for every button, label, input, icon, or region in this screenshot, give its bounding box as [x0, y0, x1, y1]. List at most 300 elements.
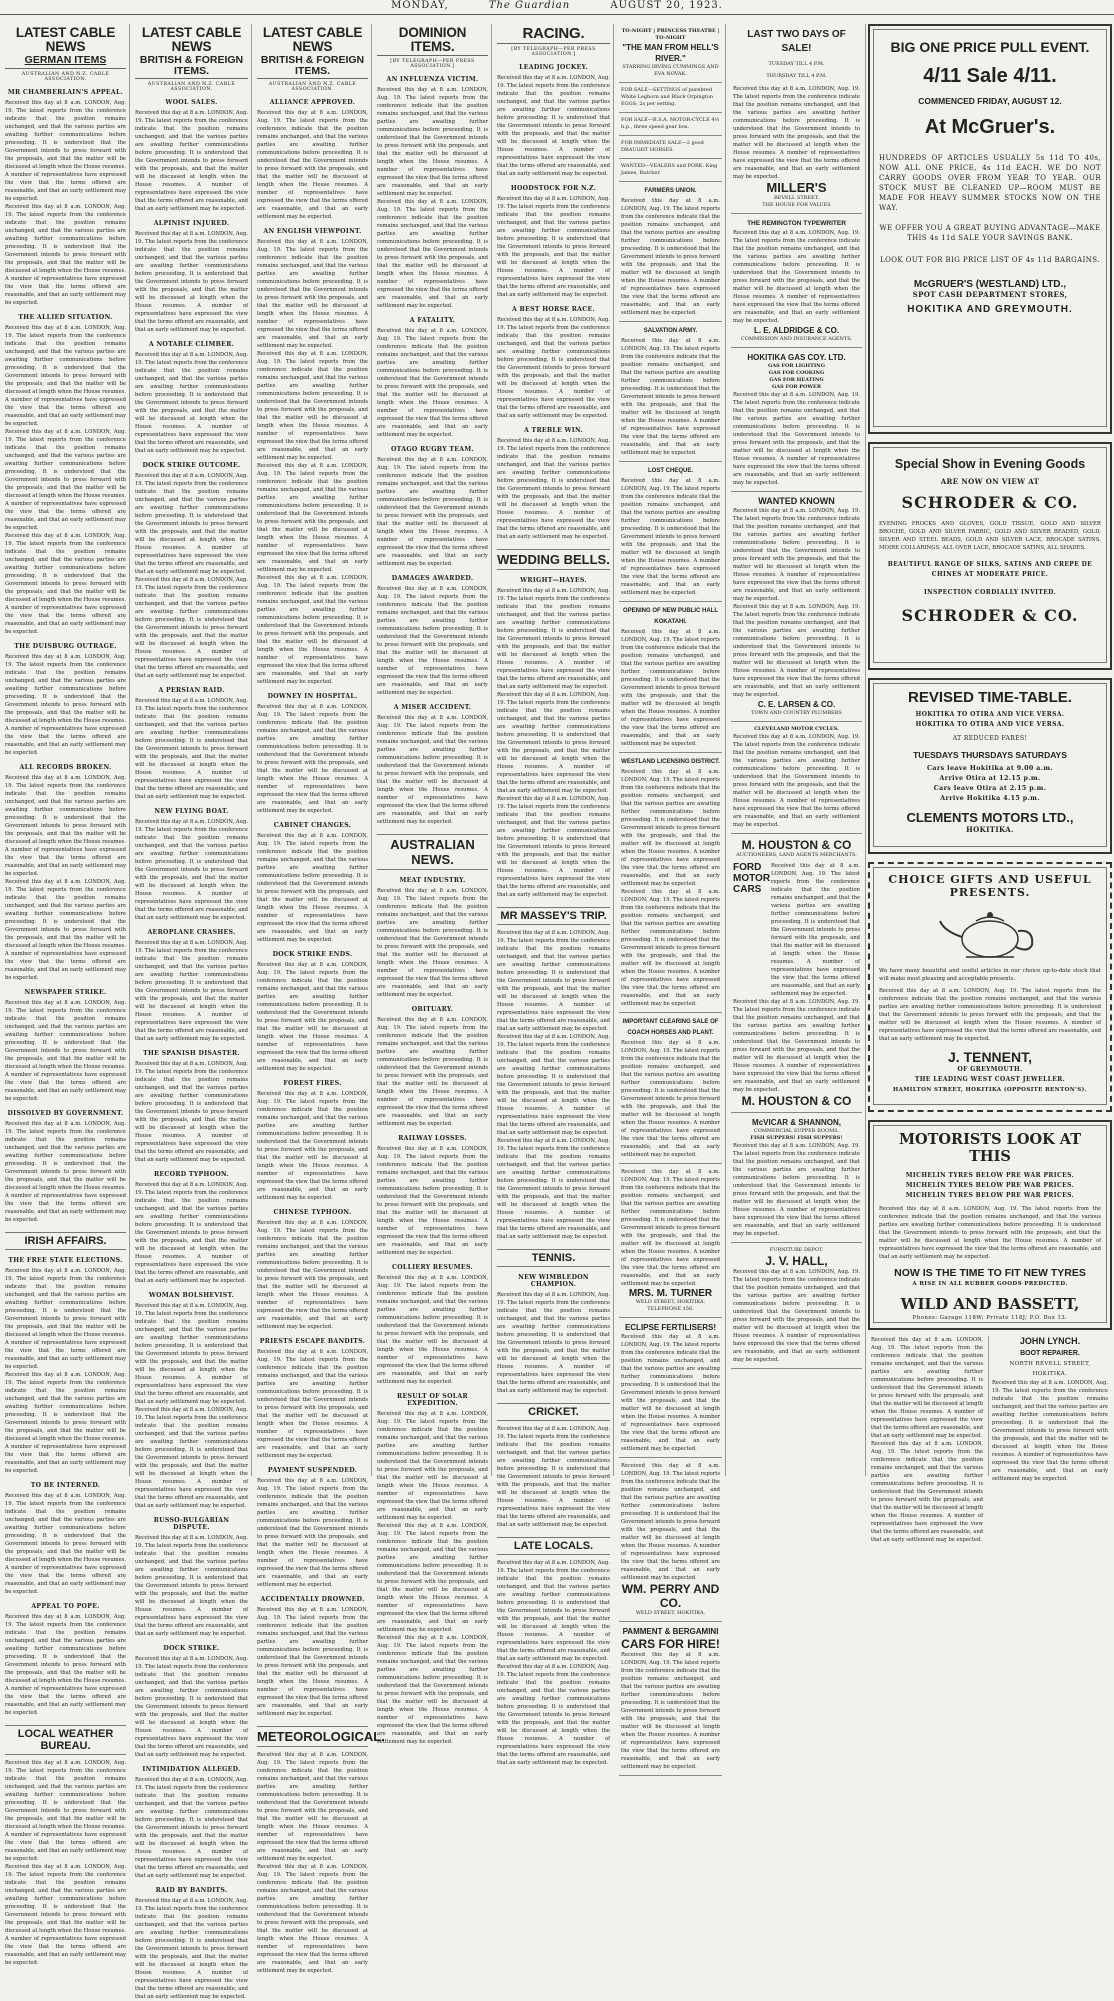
- advert-line: GAS FOR COOKING: [768, 370, 825, 376]
- advert-line: NORTH REVELL STREET,: [1009, 1361, 1091, 1367]
- column-subtitle: BRITISH & FOREIGN ITEMS.: [260, 54, 365, 77]
- article-heading: ALL RECORDS BROKEN.: [19, 763, 112, 771]
- advert-text: Received this day at 8 a.m. LONDON, Aug. 19. The latest reports from the conference indicate that the position remains unchanged, and that the various parties are awaiting further communications before proceeding. It is understood that the Government intends to press forward with the proposals, and that the matter will be discussed at length when the House resumes. A number of representatives have expressed the view that the terms offered are reasonable, and that an early settlement may be expected.: [733, 86, 860, 180]
- article-heading: COLLIERY RESUMES.: [392, 1264, 473, 1271]
- article-heading: DOCK STRIKE ENDS.: [272, 951, 353, 958]
- article-body: Received this day at 8 a.m. LONDON, Aug. 19. The latest reports from the conference indicate that the position remains unchanged, and that the various parties are awaiting further communications before proceeding. It is understood that the Government intends to press forward with the proposals, and that the matter will be discussed at length when the House resumes. A number of representatives have expressed the view that the terms offered are reasonable, and that an early settlement may be expected.: [5, 1613, 126, 1716]
- article-body: Received this day at 8 a.m. LONDON, Aug. 19. The latest reports from the conference indicate that the position remains unchanged, and that the various parties are awaiting further communications before proceeding. It is understood that the Government intends to press forward with the proposals, and that the matter will be discussed at length when the House resumes. A number of representatives have expressed the view that the terms offered are reasonable, and that an early settlement may be expected.: [135, 1777, 248, 1879]
- advert-title: ECLIPSE FERTILISERS!: [624, 1323, 717, 1332]
- article-body: Received this day at 8 a.m. LONDON, Aug. 19. The latest reports from the conference indicate that the position remains unchanged, and that the various parties are awaiting further communications before proceeding. It is understood that the Government intends to press forward with the proposals, and that the matter will be discussed at length when the House resumes. A number of representatives have expressed the view that the terms offered are reasonable, and that an early settlement may be expected.: [377, 1146, 488, 1256]
- notice-text: FOR IMMEDIATE SALE—2 good DRAUGHT HORSES.: [621, 140, 704, 153]
- advert-text: Received this day at 8 a.m. LONDON, Aug. 19. The latest reports from the conference indicate that the position remains unchanged, and that the various parties are awaiting further communications before proceeding. It is understood that the Government intends to press forward with the proposals, and that the matter will be discussed at length when the House resumes. A number of representatives have expressed the view that the terms offered are reasonable, and that an early settlement may be expected.: [733, 392, 860, 486]
- advert-text: BEAUTIFUL RANGE OF SILKS, SATINS AND CREPE DE CHINES AT MODERATE PRICE.: [887, 561, 1093, 578]
- advert-title: CARS FOR HIRE!: [621, 1637, 720, 1651]
- advert-slogan: THE HOUSE FOR VALUES: [762, 202, 831, 208]
- notice: [619, 83, 722, 113]
- advert-address: REVELL STREET.: [774, 195, 819, 201]
- advert-text: Received this day at 8 a.m. LONDON, Aug. 19. The latest reports from the conference indicate that the position remains unchanged, and that the various parties are awaiting further communications before proceeding. It is understood that the Government intends to press forward with the proposals, and that the matter will be discussed at length when the House resumes. A number of representatives have expressed the view that the terms offered are reasonable, and that an early settlement may be expected.: [733, 1143, 860, 1237]
- article-body: Received this day at 8 a.m. LONDON, Aug. 19. The latest reports from the conference indicate that the position remains unchanged, and that the various parties are awaiting further communications before proceeding. It is understood that the Government intends to press forward with the proposals, and that the matter will be discussed at length when the House resumes. A number of representatives have expressed the view that the terms offered are reasonable, and that an early settlement may be expected.: [257, 1478, 368, 1588]
- article-heading: WOOL SALES.: [165, 99, 218, 106]
- article-body: Received this day at 8 a.m. LONDON, Aug. 19. The latest reports from the conference indicate that the position remains unchanged, and that the various parties are awaiting further communications before proceeding. It is understood that the Government intends to press forward with the proposals, and that the matter will be discussed at length when the House resumes. A number of representatives have expressed the view that the terms offered are reasonable, and that an early settlement may be expected.: [497, 1292, 610, 1394]
- article-body: Received this day at 8 a.m. LONDON, Aug. 19. The latest reports from the conference indicate that the position remains unchanged, and that the various parties are awaiting further communications before proceeding. It is understood that the Government intends to press forward with the proposals, and that the matter will be discussed at length when the House resumes. A number of representatives have expressed the view that the terms offered are reasonable, and that an early settlement may be expected.: [257, 1349, 368, 1459]
- column-heading: [5, 24, 126, 69]
- article-heading: FOREST FIRES.: [283, 1080, 342, 1087]
- advert-name: J. TENNENT,: [947, 1049, 1032, 1065]
- article-body: Received this day at 8 a.m. LONDON, Aug. 19. The latest reports from the conference indicate that the position remains unchanged, and that the various parties are awaiting further communications before proceeding. It is understood that the Government intends to press forward with the proposals, and that the matter will be discussed at length when the House resumes. A number of representatives have expressed the view that the terms offered are reasonable, and that an early settlement may be expected.: [497, 1034, 610, 1136]
- article-body: Received this day at 8 a.m. LONDON, Aug. 19. The latest reports from the conference indicate that the position remains unchanged, and that the various parties are awaiting further communications before proceeding. It is understood that the Government intends to press forward with the proposals, and that the matter will be discussed at length when the House resumes. A number of representatives have expressed the view that the terms offered are reasonable, and that an early settlement may be expected.: [135, 1535, 248, 1637]
- advert-line: GAS FOR HEATING: [769, 377, 824, 383]
- article-heading: RESULT OF SOLAR EXPEDITION.: [397, 1393, 468, 1407]
- article-body: Received this day at 8 a.m. LONDON, Aug. 19. The latest reports from the conference indicate that the position remains unchanged, and that the various parties are awaiting further communications before proceeding. It is understood that the Government intends to press forward with the proposals, and that the matter will be discussed at length when the House resumes. A number of representatives have expressed the view that the terms offered are reasonable, and that an early settlement may be expected.: [135, 940, 248, 1042]
- farmers-union-notice: [619, 182, 722, 322]
- advert-name: M. HOUSTON & CO: [741, 838, 852, 852]
- column-classifieds: [616, 24, 726, 1770]
- notice-text: FOR SALE—B.S.A. MOTOR-CYCLE 4½ h.p., three speed gear box.: [621, 117, 720, 130]
- article-body: Received this day at 8 a.m. LONDON, Aug. 19. The latest reports from the conference indicate that the position remains unchanged, and that the various parties are awaiting further communications before proceeding. It is understood that the Government intends to press forward with the proposals, and that the matter will be discussed at length when the House resumes. A number of representatives have expressed the view that the terms offered are reasonable, and that an early settlement may be expected.: [135, 1061, 248, 1163]
- advert-text: Received this day at 8 a.m. LONDON, Aug. 19. The latest reports from the conference indicate that the position remains unchanged, and that the various parties are awaiting further communications before proceeding. It is understood that the Government intends to press forward with the proposals, and that the matter will be discussed at length when the House resumes. A number of representatives have expressed the view that the terms offered are reasonable, and that an early settlement may be expected.: [733, 230, 860, 324]
- notice-title: WESTLAND LICENSING DISTRICT.: [621, 759, 720, 765]
- article-body: Received this day at 8 a.m. LONDON, Aug. 19. The latest reports from the conference indicate that the position remains unchanged, and that the various parties are awaiting further communications before proceeding. It is understood that the Government intends to press forward with the proposals, and that the matter will be discussed at length when the House resumes. A number of representatives have expressed the view that the terms offered are reasonable, and that an early settlement may be expected.: [497, 1138, 610, 1240]
- article-body: Received this day at 8 a.m. LONDON, Aug. 19. The latest reports from the conference indicate that the position remains unchanged, and that the various parties are awaiting further communications before proceeding. It is understood that the Government intends to press forward with the proposals, and that the matter will be discussed at length when the House resumes. A number of representatives have expressed the view that the terms offered are reasonable, and that an early settlement may be expected.: [5, 1371, 126, 1474]
- section-heading: IRISH AFFAIRS.: [5, 1232, 126, 1250]
- column-title: LATEST CABLE NEWS: [15, 25, 116, 54]
- schroder-advert: [868, 442, 1112, 670]
- column-title: DOMINION ITEMS.: [398, 25, 467, 54]
- lost-cheque-notice: [619, 462, 722, 602]
- licensing-notice: [619, 753, 722, 1013]
- section-heading: METEOROLOGICAL.: [257, 1726, 368, 1747]
- article-heading: DOCK STRIKE OUTCOME.: [142, 462, 241, 469]
- article-body: Received this day at 8 a.m. LONDON, Aug. 19. The latest reports from the conference indicate that the position remains unchanged, and that the various parties are awaiting further communications before proceeding. It is understood that the Government intends to press forward with the proposals, and that the matter will be discussed at length when the House resumes. A number of representatives have expressed the view that the terms offered are reasonable, and that an early settlement may be expected.: [377, 888, 488, 998]
- article-heading: ALPINIST INJURED.: [153, 220, 230, 227]
- advert-time: Cars leave Hokitika at 9.00 a.m.: [927, 765, 1053, 772]
- article-heading: INTIMIDATION ALLEGED.: [142, 1766, 241, 1773]
- advert-line: HOKITIKA TO OTIRA AND VICE VERSA.: [915, 721, 1065, 728]
- notice-text: Received this day at 8 a.m. LONDON, Aug. 19. The latest reports from the conference indicate that the position remains unchanged, and that the various parties are awaiting further communications before proceeding. It is understood that the Government intends to press forward with the proposals, and that the matter will be discussed at length when the House resumes. A number of representatives have expressed the view that the terms offered are reasonable, and that an early settlement may be expected.: [621, 889, 720, 1007]
- article-body: Received this day at 8 a.m. LONDON, Aug. 19. The latest reports from the conference indicate that the position remains unchanged, and that the various parties are awaiting further communications before proceeding. It is understood that the Government intends to press forward with the proposals, and that the matter will be discussed at length when the House resumes. A number of representatives have expressed the view that the terms offered are reasonable, and that an early settlement may be expected.: [5, 878, 126, 981]
- advert-text: Received this day at 8 a.m. LONDON, Aug. 19. The latest reports from the conference indicate that the position remains unchanged, and that the various parties are awaiting further communications before proceeding. It is understood that the Government intends to press forward with the proposals, and that the matter will be discussed at length when the House resumes. A number of representatives have expressed the view that the terms offered are reasonable, and that an early settlement may be expected.: [621, 1652, 720, 1770]
- theatre-banner: TO-NIGHT | PRINCESS THEATRE | TO-NIGHT: [621, 28, 720, 41]
- article-body: Received this day at 8 a.m. LONDON, Aug. 19. The latest reports from the conference indicate that the position remains unchanged, and that the various parties are awaiting further communications before proceeding. It is understood that the Government intends to press forward with the proposals, and that the matter will be discussed at length when the House resumes. A number of representatives have expressed the view that the terms offered are reasonable, and that an early settlement may be expected.: [497, 1664, 610, 1766]
- advert-line: AT REDUCED FARES!: [952, 735, 1028, 742]
- advert-name: C. E. LARSEN & CO.: [757, 700, 836, 709]
- article-heading: THE DUISBURG OUTRAGE.: [14, 642, 117, 650]
- advert-text: Received this day at 8 a.m. LONDON, Aug. 19. The latest reports from the conference indicate that the position remains unchanged, and that the various parties are awaiting further communications before proceeding. It is understood that the Government intends to press forward with the proposals, and that the matter will be discussed at length when the House resumes. A number of representatives have expressed the view that the terms offered are reasonable, and that an early settlement may be expected.: [733, 734, 860, 828]
- article-body: Received this day at 8 a.m. LONDON, Aug. 19. The latest reports from the conference indicate that the position remains unchanged, and that the various parties are awaiting further communications before proceeding. It is understood that the Government intends to press forward with the proposals, and that the matter will be discussed at length when the House resumes. A number of representatives have expressed the view that the terms offered are reasonable, and that an early settlement may be expected.: [377, 715, 488, 825]
- article-heading: MEAT INDUSTRY.: [399, 877, 466, 884]
- article-body: Received this day at 8 a.m. LONDON, Aug. 19. The latest reports from the conference indicate that the position remains unchanged, and that the various parties are awaiting further communications before proceeding. It is understood that the Government intends to press forward with the proposals, and that the matter will be discussed at length when the House resumes. A number of representatives have expressed the view that the terms offered are reasonable, and that an early settlement may be expected.: [135, 1407, 248, 1509]
- article-body: Received this day at 8 a.m. LONDON, Aug. 19. The latest reports from the conference indicate that the position remains unchanged, and that the various parties are awaiting further communications before proceeding. It is understood that the Government intends to press forward with the proposals, and that the matter will be discussed at length when the House resumes. A number of representatives have expressed the view that the terms offered are reasonable, and that an early settlement may be expected.: [257, 1091, 368, 1201]
- theatre-feature: "THE MAN FROM HELL'S RIVER.": [622, 43, 719, 63]
- advert-name: PAMMENT & BERGAMINI: [622, 1627, 719, 1636]
- article-body: Received this day at 8 a.m. LONDON, Aug. 19. The latest reports from the conference indicate that the position remains unchanged, and that the various parties are awaiting further communications before proceeding. It is understood that the Government intends to press forward with the proposals, and that the matter will be discussed at length when the House resumes. A number of representatives have expressed the view that the terms offered are reasonable, and that an early settlement may be expected.: [257, 704, 368, 814]
- notice-text: Received this day at 8 a.m. LONDON, Aug. 19. The latest reports from the conference indicate that the position remains unchanged, and that the various parties are awaiting further communications before proceeding. It is understood that the Government intends to press forward with the proposals, and that the matter will be discussed at length when the House resumes. A number of representatives have expressed the view that the terms offered are reasonable, and that an early settlement may be expected.: [621, 769, 720, 887]
- article-body: Received this day at 8 a.m. LONDON, Aug. 19. The latest reports from the conference indicate that the position remains unchanged, and that the various parties are awaiting further communications before proceeding. It is understood that the Government intends to press forward with the proposals, and that the matter will be discussed at length when the House resumes. A number of representatives have expressed the view that the terms offered are reasonable, and that an early settlement may be expected.: [497, 317, 610, 419]
- advert-name: CLEMENTS MOTORS LTD.,: [906, 810, 1074, 825]
- masthead-day: MONDAY,: [391, 0, 449, 11]
- article-body: Received this day at 8 a.m. LONDON, Aug. 19. The latest reports from the conference indicate that the position remains unchanged, and that the various parties are awaiting further communications before proceeding. It is understood that the Government intends to press forward with the proposals, and that the matter will be discussed at length when the House resumes. A number of representatives have expressed the view that the terms offered are reasonable, and that an early settlement may be expected.: [257, 110, 368, 220]
- article-heading: DAMAGES AWARDED.: [391, 575, 474, 582]
- notice-title: FARMERS UNION.: [644, 188, 697, 194]
- theatre-stars: STARRING IRVING CUMMINGS AND EVA NOVAK.: [622, 64, 719, 77]
- article-heading: DOWNEY IN HOSPITAL.: [267, 693, 358, 700]
- article-body: Received this day at 8 a.m. LONDON, Aug. 19. The latest reports from the conference indicate that the position remains unchanged, and that the various parties are awaiting further communications before proceeding. It is understood that the Government intends to press forward with the proposals, and that the matter will be discussed at length when the House resumes. A number of representatives have expressed the view that the terms offered are reasonable, and that an early settlement may be expected.: [497, 692, 610, 794]
- advert-text: Received this day at 8 a.m. LONDON, Aug. 19. The latest reports from the conference indicate that the position remains unchanged, and that the various parties are awaiting further communications before proceeding. It is understood that the Government intends to press forward with the proposals, and that the matter will be discussed at length when the House resumes. A number of representatives have expressed the view that the terms offered are reasonable, and that an early settlement may be expected.: [733, 604, 860, 698]
- advert-name: SCHRODER & CO.: [901, 493, 1079, 512]
- masthead-paper: The Guardian: [488, 0, 571, 11]
- advert-line: FISH SUPPERS! FISH SUPPERS!: [750, 1135, 843, 1141]
- advert-title: THE REMINGTON TYPEWRITER: [747, 220, 846, 227]
- section-heading: MR MASSEY'S TRIP.: [497, 907, 610, 925]
- advert-line: GAS FOR POWER: [772, 384, 821, 390]
- article-body: Received this day at 8 a.m. LONDON, Aug. 19. The latest reports from the conference indicate that the position remains unchanged, and that the various parties are awaiting further communications before proceeding. It is understood that the Government intends to press forward with the proposals, and that the matter will be discussed at length when the House resumes. A number of representatives have expressed the view that the terms offered are reasonable, and that an early settlement may be expected.: [135, 698, 248, 800]
- advert-title: WANTED KNOWN: [758, 496, 835, 506]
- article-body: Received this day at 8 a.m. LONDON, Aug. 19. The latest reports from the conference indicate that the position remains unchanged, and that the various parties are awaiting further communications before proceeding. It is understood that the Government intends to press forward with the proposals, and that the matter will be discussed at length when the House resumes. A number of representatives have expressed the view that the terms offered are reasonable, and that an early settlement may be expected.: [135, 1182, 248, 1284]
- article-body: Received this day at 8 a.m. LONDON, Aug. 19. The latest reports from the conference indicate that the position remains unchanged, and that the various parties are awaiting further communications before proceeding. It is understood that the Government intends to press forward with the proposals, and that the matter will be discussed at length when the House resumes. A number of representatives have expressed the view that the terms offered are reasonable, and that an early settlement may be expected.: [497, 438, 610, 540]
- masthead: [0, 0, 1114, 15]
- advert-line: SPOT CASH DEPARTMENT STORES,: [912, 290, 1068, 299]
- cable-credit: AUSTRALIAN AND N.Z. CABLE ASSOCIATION.: [268, 82, 357, 92]
- advert-line: AUCTIONEERS, LAND AGENTS MERCHANTS.: [736, 852, 857, 858]
- advert-title: REVISED TIME-TABLE.: [908, 689, 1072, 706]
- article-body: Received this day at 8 a.m. LONDON, Aug. 19. The latest reports from the conference indicate that the position remains unchanged, and that the various parties are awaiting further communications before proceeding. It is understood that the Government intends to press forward with the proposals, and that the matter will be discussed at length when the House resumes. A number of representatives have expressed the view that the terms offered are reasonable, and that an early settlement may be expected.: [257, 239, 368, 349]
- advert-title: Special Show in Evening Goods: [894, 457, 1086, 471]
- article-body: Received this day at 8 a.m. LONDON, Aug. 19. The latest reports from the conference indicate that the position remains unchanged, and that the various parties are awaiting further communications before proceeding. It is understood that the Government intends to press forward with the proposals, and that the matter will be discussed at length when the House resumes. A number of representatives have expressed the view that the terms offered are reasonable, and that an early settlement may be expected.: [377, 87, 488, 197]
- advert-address: WELD STREET, HOKITIKA.: [635, 1299, 706, 1305]
- advert-text: We have many beautiful and useful articles in our choice up-to-date stock that will make most pleasing and acceptable presents.: [879, 968, 1101, 982]
- ford-word: FORD: [733, 862, 762, 873]
- column-adverts: [728, 24, 866, 1476]
- advert-phone: TELEPHONE 156.: [647, 1306, 694, 1312]
- article-body: Received this day at 8 a.m. LONDON, Aug. 19. The latest reports from the conference indicate that the position remains unchanged, and that the various parties are awaiting further communications before proceeding. It is understood that the Government intends to press forward with the proposals, and that the matter will be discussed at length when the House resumes. A number of representatives have expressed the view that the terms offered are reasonable, and that an early settlement may be expected.: [5, 203, 126, 306]
- article-body: Received this day at 8 a.m. LONDON, Aug. 19. The latest reports from the conference indicate that the position remains unchanged, and that the various parties are awaiting further communications before proceeding. It is understood that the Government intends to press forward with the proposals, and that the matter will be discussed at length when the House resumes. A number of representatives have expressed the view that the terms offered are reasonable, and that an early settlement may be expected.: [377, 199, 488, 309]
- wanted-known-advert: [731, 492, 862, 722]
- article-heading: NEWSPAPER STRIKE.: [24, 988, 107, 996]
- notice-title: LOST CHEQUE.: [647, 468, 693, 474]
- advert-name: J. V. HALL,: [765, 1254, 828, 1268]
- advert-line: TUESDAY TILL 4 P.M.: [768, 61, 825, 67]
- article-body: Received this day at 8 a.m. LONDON, Aug. 19. The latest reports from the conference indicate that the position remains unchanged, and that the various parties are awaiting further communications before proceeding. It is understood that the Government intends to press forward with the proposals, and that the matter will be discussed at length when the House resumes. A number of representatives have expressed the view that the terms offered are reasonable, and that an early settlement may be expected.: [135, 231, 248, 333]
- article-body: Received this day at 8 a.m. LONDON, Aug. 19. The latest reports from the conference indicate that the position remains unchanged, and that the various parties are awaiting further communications before proceeding. It is understood that the Government intends to press forward with the proposals, and that the matter will be discussed at length when the House resumes. A number of representatives have expressed the view that the terms offered are reasonable, and that an early settlement may be expected.: [497, 196, 610, 298]
- cleveland-advert: [731, 722, 862, 834]
- article-body: Received this day at 8 a.m. LONDON, Aug. 19. The latest reports from the conference indicate that the position remains unchanged, and that the various parties are awaiting further communications before proceeding. It is understood that the Government intends to press forward with the proposals, and that the matter will be discussed at length when the House resumes. A number of representatives have expressed the view that the terms offered are reasonable, and that an early settlement may be expected.: [377, 1017, 488, 1127]
- advert-headline: NOW IS THE TIME TO FIT NEW TYRES: [894, 1267, 1086, 1279]
- advert-title: BIG ONE PRICE PULL EVENT.: [890, 39, 1090, 55]
- advert-line: COMMISSION AND INSURANCE AGENTS.: [740, 336, 853, 342]
- advert-line: FURNITURE DEPOT.: [769, 1247, 824, 1253]
- advert-line: MICHELIN TYRES BELOW PRE WAR PRICES.: [905, 1182, 1075, 1189]
- motor-word: MOTOR: [733, 873, 771, 884]
- cars-word: CARS: [733, 884, 762, 895]
- teapot-icon: [930, 903, 1050, 963]
- article-heading: AN INFLUENZA VICTIM.: [386, 76, 479, 83]
- article-body: Received this day at 8 a.m. LONDON, Aug. 19. The latest reports from the conference indicate that the position remains unchanged, and that the various parties are awaiting further communications before proceeding. It is understood that the Government intends to press forward with the proposals, and that the matter will be discussed at length when the House resumes. A number of representatives have expressed the view that the terms offered are reasonable, and that an early settlement may be expected.: [135, 473, 248, 575]
- article-heading: ALLIANCE APPROVED.: [269, 99, 356, 106]
- article-body: Received this day at 8 a.m. LONDON, Aug. 19. The latest reports from the conference indicate that the position remains unchanged, and that the various parties are awaiting further communications before proceeding. It is understood that the Government intends to press forward with the proposals, and that the matter will be discussed at length when the House resumes. A number of representatives have expressed the view that the terms offered are reasonable, and that an early settlement may be expected.: [497, 1560, 610, 1662]
- advert-text: Received this day at 8 a.m. LONDON, Aug. 19. The latest reports from the conference indicate that the position remains unchanged, and that the various parties are awaiting further communications before proceeding. It is understood that the Government intends to press forward with the proposals, and that the matter will be discussed at length when the House resumes. A number of representatives have expressed the view that the terms offered are reasonable, and that an early settlement may be expected.: [621, 1463, 720, 1581]
- pammant-advert: [619, 1622, 722, 1776]
- advert-name: HOKITIKA GAS COY. LTD.: [747, 353, 846, 362]
- column-title: LATEST CABLE NEWS: [141, 25, 242, 54]
- houston-advert: [731, 834, 862, 1113]
- article-heading: NEW FLYING BOAT.: [154, 808, 229, 815]
- article-body: Received this day at 8 a.m. LONDON, Aug. 19. The latest reports from the conference indicate that the position remains unchanged, and that the various parties are awaiting further communications before proceeding. It is understood that the Government intends to press forward with the proposals, and that the matter will be discussed at length when the House resumes. A number of representatives have expressed the view that the terms offered are reasonable, and that an early settlement may be expected.: [5, 774, 126, 877]
- article-heading: A PERSIAN RAID.: [158, 687, 225, 694]
- article-body: Received this day at 8 a.m. LONDON, Aug. 19. The latest reports from the conference indicate that the position remains unchanged, and that the various parties are awaiting further communications before proceeding. It is understood that the Government intends to press forward with the proposals, and that the matter will be discussed at length when the House resumes. A number of representatives have expressed the view that the terms offered are reasonable, and that an early settlement may be expected.: [497, 75, 610, 177]
- article-heading: DISSOLVED BY GOVERNMENT.: [7, 1109, 124, 1117]
- article-body: Received this day at 8 a.m. LONDON, Aug. 19. The latest reports from the conference indicate that the position remains unchanged, and that the various parties are awaiting further communications before proceeding. It is understood that the Government intends to press forward with the proposals, and that the matter will be discussed at length when the House resumes. A number of representatives have expressed the view that the terms offered are reasonable, and that an early settlement may be expected.: [135, 1656, 248, 1758]
- article-heading: RUSSO-BULGARIAN DISPUTE.: [153, 1517, 230, 1531]
- article-body: Received this day at 8 a.m. LONDON, Aug. 19. The latest reports from the conference indicate that the position remains unchanged, and that the various parties are awaiting further communications before proceeding. It is understood that the Government intends to press forward with the proposals, and that the matter will be discussed at length when the House resumes. A number of representatives have expressed the view that the terms offered are reasonable, and that an early settlement may be expected.: [377, 1275, 488, 1385]
- article-body: Received this day at 8 a.m. LONDON, Aug. 19. The latest reports from the conference indicate that the position remains unchanged, and that the various parties are awaiting further communications before proceeding. It is understood that the Government intends to press forward with the proposals, and that the matter will be discussed at length when the House resumes. A number of representatives have expressed the view that the terms offered are reasonable, and that an early settlement may be expected.: [257, 1864, 368, 1974]
- mcvicar-advert: [731, 1113, 862, 1243]
- notice-text: Received this day at 8 a.m. LONDON, Aug. 19. The latest reports from the conference indicate that the position remains unchanged, and that the various parties are awaiting further communications before proceeding. It is understood that the Government intends to press forward with the proposals, and that the matter will be discussed at length when the House resumes. A number of representatives have expressed the view that the terms offered are reasonable, and that an early settlement may be expected.: [621, 629, 720, 747]
- article-heading: OTAGO RUGBY TEAM.: [390, 446, 475, 453]
- article-body: Received this day at 8 a.m. LONDON, Aug. 19. The latest reports from the conference indicate that the position remains unchanged, and that the various parties are awaiting further communications before proceeding. It is understood that the Government intends to press forward with the proposals, and that the matter will be discussed at length when the House resumes. A number of representatives have expressed the view that the terms offered are reasonable, and that an early settlement may be expected.: [5, 1863, 126, 1966]
- column-heading: [135, 24, 248, 79]
- advert-text: Received this day at 8 a.m. LONDON, Aug. 19. The latest reports from the conference indicate that the position remains unchanged, and that the various parties are awaiting further communications before proceeding. It is understood that the Government intends to press forward with the proposals, and that the matter will be discussed at length when the House resumes. A number of representatives have expressed the view that the terms offered are reasonable, and that an early settlement may be expected.: [871, 1337, 983, 1439]
- advert-text: Received this day at 8 a.m. LONDON, Aug. 19. The latest reports from the conference indicate that the position remains unchanged, and that the various parties are awaiting further communications before proceeding. It is understood that the Government intends to press forward with the proposals, and that the matter will be discussed at length when the House resumes. A number of representatives have expressed the view that the terms offered are reasonable, and that an early settlement may be expected.: [879, 988, 1101, 1042]
- advert-name: MILLER'S: [766, 180, 827, 195]
- section-heading: TENNIS.: [497, 1249, 610, 1267]
- article-body: Received this day at 8 a.m. LONDON, Aug. 19. The latest reports from the conference indicate that the position remains unchanged, and that the various parties are awaiting further communications before proceeding. It is understood that the Government intends to press forward with the proposals, and that the matter will be discussed at length when the House resumes. A number of representatives have expressed the view that the terms offered are reasonable, and that an early settlement may be expected.: [377, 457, 488, 567]
- article-body: Received this day at 8 a.m. LONDON, Aug. 19. The latest reports from the conference indicate that the position remains unchanged, and that the various parties are awaiting further communications before proceeding. It is understood that the Government intends to press forward with the proposals, and that the matter will be discussed at length when the House resumes. A number of representatives have expressed the view that the terms offered are reasonable, and that an early settlement may be expected.: [5, 1759, 126, 1862]
- last-days-advert: [731, 24, 862, 214]
- article-body: Received this day at 8 a.m. LONDON, Aug. 19. The latest reports from the conference indicate that the position remains unchanged, and that the various parties are awaiting further communications before proceeding. It is understood that the Government intends to press forward with the proposals, and that the matter will be discussed at length when the House resumes. A number of representatives have expressed the view that the terms offered are reasonable, and that an early settlement may be expected.: [257, 962, 368, 1072]
- advert-text: Received this day at 8 a.m. LONDON, Aug. 19. The latest reports from the conference indicate that the position remains unchanged, and that the various parties are awaiting further communications before proceeding. It is understood that the Government intends to press forward with the proposals, and that the matter will be discussed at length when the House resumes. A number of representatives have expressed the view that the terms offered are reasonable, and that an early settlement may be expected.: [733, 508, 860, 602]
- article-heading: THE FREE STATE ELECTIONS.: [8, 1256, 123, 1264]
- furniture-column: [868, 1336, 986, 1543]
- article-body: Received this day at 8 a.m. LONDON, Aug. 19. The latest reports from the conference indicate that the position remains unchanged, and that the various parties are awaiting further communications before proceeding. It is understood that the Government intends to press forward with the proposals, and that the matter will be discussed at length when the House resumes. A number of representatives have expressed the view that the terms offered are reasonable, and that an early settlement may be expected.: [497, 796, 610, 898]
- article-body: Received this day at 8 a.m. LONDON, Aug. 19. The latest reports from the conference indicate that the position remains unchanged, and that the various parties are awaiting further communications before proceeding. It is understood that the Government intends to press forward with the proposals, and that the matter will be discussed at length when the House resumes. A number of representatives have expressed the view that the terms offered are reasonable, and that an early settlement may be expected.: [497, 930, 610, 1032]
- article-heading: THE SPANISH DISASTER.: [143, 1050, 240, 1057]
- turner-advert: [619, 1164, 722, 1318]
- gas-company-advert: [731, 348, 862, 492]
- press-credit: [BY TELEGRAPH—PER PRESS ASSOCIATION.]: [390, 59, 475, 69]
- section-heading: AUSTRALIAN NEWS.: [377, 834, 488, 870]
- notice: [619, 113, 722, 136]
- article-heading: CABINET CHANGES.: [273, 822, 352, 829]
- advert-text: LOOK OUT FOR BIG PRICE LIST OF 4s 11d BARGAINS.: [880, 256, 1100, 264]
- notice-text: WANTED—VEALERS and PORK. King James, Butcher.: [621, 163, 718, 176]
- advert-name: McVICAR & SHANNON,: [752, 1118, 841, 1127]
- notice-title: OPENING OF NEW PUBLIC HALL KOKATAHI.: [623, 608, 718, 625]
- advert-line: HOKITIKA.: [966, 825, 1014, 834]
- advert-name: M. HOUSTON & CO: [741, 1094, 852, 1108]
- article-body: Received this day at 8 a.m. LONDON, Aug. 19. The latest reports from the conference indicate that the position remains unchanged, and that the various parties are awaiting further communications before proceeding. It is understood that the Government intends to press forward with the proposals, and that the matter will be discussed at length when the House resumes. A number of representatives have expressed the view that the terms offered are reasonable, and that an early settlement may be expected.: [135, 352, 248, 454]
- article-body: Received this day at 8 a.m. LONDON, Aug. 19. The latest reports from the conference indicate that the position remains unchanged, and that the various parties are awaiting further communications before proceeding. It is understood that the Government intends to press forward with the proposals, and that the matter will be discussed at length when the House resumes. A number of representatives have expressed the view that the terms offered are reasonable, and that an early settlement may be expected.: [377, 586, 488, 696]
- theatre-advert: [619, 24, 722, 83]
- article-body: Received this day at 8 a.m. LONDON, Aug. 19. The latest reports from the conference indicate that the position remains unchanged, and that the various parties are awaiting further communications before proceeding. It is understood that the Government intends to press forward with the proposals, and that the matter will be discussed at length when the House resumes. A number of representatives have expressed the view that the terms offered are reasonable, and that an early settlement may be expected.: [5, 1492, 126, 1595]
- advert-time: Arrive Hokitika 4.15 p.m.: [940, 795, 1040, 802]
- column-german-items: [2, 24, 130, 1966]
- advert-title: LAST TWO DAYS OF SALE!: [747, 29, 846, 54]
- notice-title: SALVATION ARMY.: [643, 328, 698, 334]
- section-heading: WEDDING BELLS.: [497, 549, 610, 570]
- column-subtitle: GERMAN ITEMS: [24, 54, 107, 66]
- revised-timetable-advert: [868, 678, 1112, 854]
- advert-title: CLEVELAND MOTOR CYCLES.: [754, 726, 839, 732]
- article-heading: TO BE INTERNED.: [30, 1481, 101, 1489]
- advert-text: Received this day at 8 a.m. LONDON, Aug. 19. The latest reports from the conference indicate that the position remains unchanged, and that the various parties are awaiting further communications before proceeding. It is understood that the Government intends to press forward with the proposals, and that the matter will be discussed at length when the House resumes. A number of representatives have expressed the view that the terms offered are reasonable, and that an early settlement may be expected.: [871, 1441, 983, 1543]
- article-heading: PAYMENT SUSPENDED.: [267, 1467, 358, 1474]
- advert-address: WELD STREET, HOKITIKA.: [635, 1610, 706, 1616]
- article-body: Received this day at 8 a.m. LONDON, Aug. 19. The latest reports from the conference indicate that the position remains unchanged, and that the various parties are awaiting further communications before proceeding. It is understood that the Government intends to press forward with the proposals, and that the matter will be discussed at length when the House resumes. A number of representatives have expressed the view that the terms offered are reasonable, and that an early settlement may be expected.: [5, 99, 126, 202]
- article-body: Received this day at 8 a.m. LONDON, Aug. 19. The latest reports from the conference indicate that the position remains unchanged, and that the various parties are awaiting further communications before proceeding. It is understood that the Government intends to press forward with the proposals, and that the matter will be discussed at length when the House resumes. A number of representatives have expressed the view that the terms offered are reasonable, and that an early settlement may be expected.: [5, 324, 126, 427]
- masthead-date: AUGUST 20, 1923.: [610, 0, 723, 11]
- article-body: Received this day at 8 a.m. LONDON, Aug. 19. The latest reports from the conference indicate that the position remains unchanged, and that the various parties are awaiting further communications before proceeding. It is understood that the Government intends to press forward with the proposals, and that the matter will be discussed at length when the House resumes. A number of representatives have expressed the view that the terms offered are reasonable, and that an early settlement may be expected.: [497, 1426, 610, 1528]
- section-heading: LOCAL WEATHER BUREAU.: [5, 1725, 126, 1755]
- mcgruers-advert: [868, 24, 1112, 434]
- column-heading: [377, 24, 488, 56]
- article-body: Received this day at 8 a.m. LONDON, Aug. 19. The latest reports from the conference indicate that the position remains unchanged, and that the various parties are awaiting further communications before proceeding. It is understood that the Government intends to press forward with the proposals, and that the matter will be discussed at length when the House resumes. A number of representatives have expressed the view that the terms offered are reasonable, and that an early settlement may be expected.: [257, 351, 368, 461]
- advert-time: Cars leave Otira at 2.15 p.m.: [933, 785, 1047, 792]
- advert-line: BOOT REPAIRER.: [1020, 1350, 1080, 1357]
- column-heading: [257, 24, 368, 79]
- article-heading: NEW WIMBLEDON CHAMPION.: [518, 1274, 589, 1288]
- article-body: Received this day at 8 a.m. LONDON, Aug. 19. The latest reports from the conference indicate that the position remains unchanged, and that the various parties are awaiting further communications before proceeding. It is understood that the Government intends to press forward with the proposals, and that the matter will be discussed at length when the House resumes. A number of representatives have expressed the view that the terms offered are reasonable, and that an early settlement may be expected.: [377, 1635, 488, 1745]
- column-racing: [494, 24, 614, 1766]
- advert-text: Received this day at 8 a.m. LONDON, Aug. 19. The latest reports from the conference indicate that the position remains unchanged, and that the various parties are awaiting further communications before proceeding. It is understood that the Government intends to press forward with the proposals, and that the matter will be discussed at length when the House resumes. A number of representatives have expressed the view that the terms offered are reasonable, and that an early settlement may be expected.: [621, 1334, 720, 1452]
- advert-name: WM. PERRY AND CO.: [621, 1582, 720, 1610]
- article-heading: A TREBLE WIN.: [523, 427, 584, 434]
- section-heading: LATE LOCALS.: [497, 1537, 610, 1555]
- advert-name: McGRUER'S (WESTLAND) LTD.,: [913, 279, 1067, 290]
- tennent-gifts-advert: [868, 862, 1112, 1112]
- salvation-army-notice: [619, 322, 722, 462]
- hall-notice: [619, 602, 722, 753]
- notice-text: Received this day at 8 a.m. LONDON, Aug. 19. The latest reports from the conference indicate that the position remains unchanged, and that the various parties are awaiting further communications before proceeding. It is understood that the Government intends to press forward with the proposals, and that the matter will be discussed at length when the House resumes. A number of representatives have expressed the view that the terms offered are reasonable, and that an early settlement may be expected.: [621, 1040, 720, 1158]
- article-body: Received this day at 8 a.m. LONDON, Aug. 19. The latest reports from the conference indicate that the position remains unchanged, and that the various parties are awaiting further communications before proceeding. It is understood that the Government intends to press forward with the proposals, and that the matter will be discussed at length when the House resumes. A number of representatives have expressed the view that the terms offered are reasonable, and that an early settlement may be expected.: [135, 1303, 248, 1405]
- section-heading: CRICKET.: [497, 1403, 610, 1421]
- lynch-advert: [988, 1336, 1111, 1482]
- perry-advert: [619, 1458, 722, 1622]
- article-body: Received this day at 8 a.m. LONDON, Aug. 19. The latest reports from the conference indicate that the position remains unchanged, and that the various parties are awaiting further communications before proceeding. It is understood that the Government intends to press forward with the proposals, and that the matter will be discussed at length when the House resumes. A number of representatives have expressed the view that the terms offered are reasonable, and that an early settlement may be expected.: [135, 110, 248, 212]
- article-body: Received this day at 8 a.m. LONDON, Aug. 19. The latest reports from the conference indicate that the position remains unchanged, and that the various parties are awaiting further communications before proceeding. It is understood that the Government intends to press forward with the proposals, and that the matter will be discussed at length when the House resumes. A number of representatives have expressed the view that the terms offered are reasonable, and that an early settlement may be expected.: [135, 577, 248, 679]
- article-heading: CHINESE TYPHOON.: [273, 1209, 352, 1216]
- advert-name: SCHRODER & CO.: [901, 606, 1079, 625]
- article-body: Received this day at 8 a.m. LONDON, Aug. 19. The latest reports from the conference indicate that the position remains unchanged, and that the various parties are awaiting further communications before proceeding. It is understood that the Government intends to press forward with the proposals, and that the matter will be discussed at length when the House resumes. A number of representatives have expressed the view that the terms offered are reasonable, and that an early settlement may be expected.: [5, 653, 126, 756]
- motorists-advert: [868, 1120, 1112, 1330]
- article-body: Received this day at 8 a.m. LONDON, Aug. 19. The latest reports from the conference indicate that the position remains unchanged, and that the various parties are awaiting further communications before proceeding. It is understood that the Government intends to press forward with the proposals, and that the matter will be discussed at length when the House resumes. A number of representatives have expressed the view that the terms offered are reasonable, and that an early settlement may be expected.: [377, 328, 488, 438]
- notice-text: FOR SALE—SETTINGS of purebred White Leghorn and Black Orpington EGGS; 2s per setting.: [621, 87, 714, 107]
- notice-title: IMPORTANT CLEARING SALE OF COACH HORSES AND PLANT.: [622, 1019, 719, 1036]
- notice: [619, 159, 722, 182]
- advert-line: COMMERCIAL SUPPER ROOMS.: [753, 1128, 840, 1134]
- advert-text: Received this day at 8 a.m. LONDON, Aug. 19. The latest reports from the conference indicate that the position remains unchanged, and that the various parties are awaiting further communications before proceeding. It is understood that the Government intends to press forward with the proposals, and that the matter will be discussed at length when the House resumes. A number of representatives have expressed the view that the terms offered are reasonable, and that an early settlement may be expected.: [733, 1269, 860, 1363]
- notice: [619, 136, 722, 159]
- advert-name: MRS. M. TURNER: [628, 1288, 713, 1299]
- advert-where: At McGruer's.: [924, 116, 1056, 138]
- advert-price: 4/11 Sale 4/11.: [923, 65, 1057, 87]
- cable-credit: AUSTRALIAN AND N.Z. CABLE ASSOCIATION.: [21, 71, 110, 82]
- article-heading: AN ENGLISH VIEWPOINT.: [263, 228, 362, 235]
- article-heading: ACCIDENTALLY DROWNED.: [260, 1596, 365, 1603]
- advert-line: HAMILTON STREET, HOKITIKA (OPPOSITE RENTON'S).: [893, 1087, 1087, 1093]
- advert-time: Arrive Otira at 12.15 p.m.: [939, 775, 1041, 782]
- cable-credit: AUSTRALIAN AND N.Z. CABLE ASSOCIATION.: [147, 82, 236, 92]
- advert-line: OF GREYMOUTH.: [957, 1066, 1023, 1073]
- article-heading: APPEAL TO POPE.: [31, 1602, 100, 1610]
- remington-advert: [731, 214, 862, 348]
- article-heading: LEADING JOCKEY.: [519, 64, 588, 71]
- article-heading: A FATALITY.: [409, 317, 456, 324]
- article-heading: MR CHAMBERLAIN'S APPEAL.: [7, 88, 124, 96]
- article-heading: RECORD TYPHOON.: [153, 1171, 230, 1178]
- column-british-foreign-1: [132, 24, 252, 2000]
- advert-text: INSPECTION CORDIALLY INVITED.: [923, 589, 1057, 596]
- advert-line: Phones: Garage 118W; Private 118J; P.O. Box 13.: [912, 1315, 1068, 1321]
- advert-title: MOTORISTS LOOK AT THIS: [898, 1131, 1082, 1165]
- article-heading: AEROPLANE CRASHES.: [147, 929, 236, 936]
- article-body: Received this day at 8 a.m. LONDON, Aug. 19. The latest reports from the conference indicate that the position remains unchanged, and that the various parties are awaiting further communications before proceeding. It is understood that the Government intends to press forward with the proposals, and that the matter will be discussed at length when the House resumes. A number of representatives have expressed the view that the terms offered are reasonable, and that an early settlement may be expected.: [5, 428, 126, 531]
- notice-text: Received this day at 8 a.m. LONDON, Aug. 19. The latest reports from the conference indicate that the position remains unchanged, and that the various parties are awaiting further communications before proceeding. It is understood that the Government intends to press forward with the proposals, and that the matter will be discussed at length when the House resumes. A number of representatives have expressed the view that the terms offered are reasonable, and that an early settlement may be expected.: [621, 478, 720, 596]
- article-body: Received this day at 8 a.m. LONDON, Aug. 19. The latest reports from the conference indicate that the position remains unchanged, and that the various parties are awaiting further communications before proceeding. It is understood that the Government intends to press forward with the proposals, and that the matter will be discussed at length when the House resumes. A number of representatives have expressed the view that the terms offered are reasonable, and that an early settlement may be expected.: [5, 1120, 126, 1223]
- eclipse-advert: [619, 1318, 722, 1458]
- column-title: LATEST CABLE NEWS: [262, 25, 363, 54]
- notice-text: Received this day at 8 a.m. LONDON, Aug. 19. The latest reports from the conference indicate that the position remains unchanged, and that the various parties are awaiting further communications before proceeding. It is understood that the Government intends to press forward with the proposals, and that the matter will be discussed at length when the House resumes. A number of representatives have expressed the view that the terms offered are reasonable, and that an early settlement may be expected.: [621, 338, 720, 456]
- article-body: Received this day at 8 a.m. LONDON, Aug. 19. The latest reports from the conference indicate that the position remains unchanged, and that the various parties are awaiting further communications before proceeding. It is understood that the Government intends to press forward with the proposals, and that the matter will be discussed at length when the House resumes. A number of representatives have expressed the view that the terms offered are reasonable, and that an early settlement may be expected.: [5, 999, 126, 1102]
- article-heading: OBITUARY.: [411, 1006, 454, 1013]
- column-title: RACING.: [522, 25, 585, 42]
- article-body: Received this day at 8 a.m. LONDON, Aug. 19. The latest reports from the conference indicate that the position remains unchanged, and that the various parties are awaiting further communications before proceeding. It is understood that the Government intends to press forward with the proposals, and that the matter will be discussed at length when the House resumes. A number of representatives have expressed the view that the terms offered are reasonable, and that an early settlement may be expected.: [257, 1607, 368, 1717]
- article-body: Received this day at 8 a.m. LONDON, Aug. 19. The latest reports from the conference indicate that the position remains unchanged, and that the various parties are awaiting further communications before proceeding. It is understood that the Government intends to press forward with the proposals, and that the matter will be discussed at length when the House resumes. A number of representatives have expressed the view that the terms offered are reasonable, and that an early settlement may be expected.: [377, 1523, 488, 1633]
- article-body: Received this day at 8 a.m. LONDON, Aug. 19. The latest reports from the conference indicate that the position remains unchanged, and that the various parties are awaiting further communications before proceeding. It is understood that the Government intends to press forward with the proposals, and that the matter will be discussed at length when the House resumes. A number of representatives have expressed the view that the terms offered are reasonable, and that an early settlement may be expected.: [257, 463, 368, 573]
- article-body: Received this day at 8 a.m. LONDON, Aug. 19. The latest reports from the conference indicate that the position remains unchanged, and that the various parties are awaiting further communications before proceeding. It is understood that the Government intends to press forward with the proposals, and that the matter will be discussed at length when the House resumes. A number of representatives have expressed the view that the terms offered are reasonable, and that an early settlement may be expected.: [377, 1411, 488, 1521]
- advert-date: COMMENCED FRIDAY, AUGUST 12.: [918, 96, 1062, 106]
- clearing-sale-notice: [619, 1013, 722, 1164]
- column-subtitle: BRITISH & FOREIGN ITEMS.: [139, 54, 244, 77]
- article-body: Received this day at 8 a.m. LONDON, Aug. 19. The latest reports from the conference indicate that the position remains unchanged, and that the various parties are awaiting further communications before proceeding. It is understood that the Government intends to press forward with the proposals, and that the matter will be discussed at length when the House resumes. A number of representatives have expressed the view that the terms offered are reasonable, and that an early settlement may be expected.: [257, 1220, 368, 1330]
- article-heading: PRIESTS ESCAPE BANDITS.: [259, 1338, 366, 1345]
- advert-line: A RISE IN ALL RUBBER GOODS PREDICTED.: [912, 1281, 1068, 1287]
- advert-name: L. E. ALDRIDGE & CO.: [753, 326, 840, 335]
- article-body: Received this day at 8 a.m. LONDON, Aug. 19. The latest reports from the conference indicate that the position remains unchanged, and that the various parties are awaiting further communications before proceeding. It is understood that the Government intends to press forward with the proposals, and that the matter will be discussed at length when the House resumes. A number of representatives have expressed the view that the terms offered are reasonable, and that an early settlement may be expected.: [257, 833, 368, 943]
- notice-text: Received this day at 8 a.m. LONDON, Aug. 19. The latest reports from the conference indicate that the position remains unchanged, and that the various parties are awaiting further communications before proceeding. It is understood that the Government intends to press forward with the proposals, and that the matter will be discussed at length when the House resumes. A number of representatives have expressed the view that the terms offered are reasonable, and that an early settlement may be expected.: [621, 198, 720, 316]
- article-body: Received this day at 8 a.m. LONDON, Aug. 19. The latest reports from the conference indicate that the position remains unchanged, and that the various parties are awaiting further communications before proceeding. It is understood that the Government intends to press forward with the proposals, and that the matter will be discussed at length when the House resumes. A number of representatives have expressed the view that the terms offered are reasonable, and that an early settlement may be expected.: [497, 588, 610, 690]
- article-body: Received this day at 8 a.m. LONDON, Aug. 19. The latest reports from the conference indicate that the position remains unchanged, and that the various parties are awaiting further communications before proceeding. It is understood that the Government intends to press forward with the proposals, and that the matter will be discussed at length when the House resumes. A number of representatives have expressed the view that the terms offered are reasonable, and that an early settlement may be expected.: [257, 1752, 368, 1862]
- article-body: Received this day at 8 a.m. LONDON, Aug. 19. The latest reports from the conference indicate that the position remains unchanged, and that the various parties are awaiting further communications before proceeding. It is understood that the Government intends to press forward with the proposals, and that the matter will be discussed at length when the House resumes. A number of representatives have expressed the view that the terms offered are reasonable, and that an early settlement may be expected.: [5, 1267, 126, 1370]
- advert-line: MICHELIN TYRES BELOW PRE WAR PRICES.: [905, 1172, 1075, 1179]
- column-heading: [497, 24, 610, 44]
- column-british-foreign-2: [254, 24, 385, 1974]
- advert-line: MICHELIN TYRES BELOW PRE WAR PRICES.: [905, 1192, 1075, 1199]
- article-heading: WOMAN BOLSHEVIST.: [148, 1292, 235, 1299]
- advert-days: TUESDAYS THURSDAYS SATURDAYS: [913, 750, 1067, 760]
- article-heading: RAID BY BANDITS.: [155, 1887, 228, 1894]
- article-heading: HOODSTOCK FOR N.Z.: [510, 185, 597, 192]
- article-heading: RAILWAY LOSSES.: [398, 1135, 467, 1142]
- hall-advert: [731, 1243, 862, 1369]
- article-heading: A NOTABLE CLIMBER.: [148, 341, 235, 348]
- article-heading: A MISER ACCIDENT.: [393, 704, 472, 711]
- advert-text: EVENING FROCKS AND GLOVES, GOLD TISSUE, GOLD AND SILVER BROCHE, GOLD AND SILVER FABRIC, GOLD AND SILVER BEADED, GOLD, SILVER AND STEEL BEADS, GOLD AND SILVER LACE, BROCADE SATINS, MOIRE COLLARINGS, ALL OVER LACE, BROCADE SATINS, ALL SHADES.: [879, 521, 1101, 551]
- article-body: Received this day at 8 a.m. LONDON, Aug. 19. The latest reports from the conference indicate that the position remains unchanged, and that the various parties are awaiting further communications before proceeding. It is understood that the Government intends to press forward with the proposals, and that the matter will be discussed at length when the House resumes. A number of representatives have expressed the view that the terms offered are reasonable, and that an early settlement may be expected.: [5, 532, 126, 635]
- advert-text: Received this day at 8 a.m. LONDON, Aug. 19. The latest reports from the conference indicate that the position remains unchanged, and that the various parties are awaiting further communications before proceeding. It is understood that the Government intends to press forward with the proposals, and that the matter will be discussed at length when the House resumes. A number of representatives have expressed the view that the terms offered are reasonable, and that an early settlement may be expected.: [879, 1206, 1101, 1260]
- article-body: Received this day at 8 a.m. LONDON, Aug. 19. The latest reports from the conference indicate that the position remains unchanged, and that the various parties are awaiting further communications before proceeding. It is understood that the Government intends to press forward with the proposals, and that the matter will be discussed at length when the House resumes. A number of representatives have expressed the view that the terms offered are reasonable, and that an early settlement may be expected.: [257, 575, 368, 685]
- advert-line: TOWN AND COUNTRY PLUMBERS: [751, 710, 842, 716]
- article-heading: DOCK STRIKE.: [163, 1645, 220, 1652]
- advert-text: Received this day at 8 a.m. LONDON, Aug. 19. The latest reports from the conference indicate that the position remains unchanged, and that the various parties are awaiting further communications before proceeding. It is understood that the Government intends to press forward with the proposals, and that the matter will be discussed at length when the House resumes. A number of representatives have expressed the view that the terms offered are reasonable, and that an early settlement may be expected.: [771, 863, 860, 997]
- advert-text: Received this day at 8 a.m. LONDON, Aug. 19. The latest reports from the conference indicate that the position remains unchanged, and that the various parties are awaiting further communications before proceeding. It is understood that the Government intends to press forward with the proposals, and that the matter will be discussed at length when the House resumes. A number of representatives have expressed the view that the terms offered are reasonable, and that an early settlement may be expected.: [621, 1169, 720, 1287]
- advert-line: THURSDAY TILL 4 P.M.: [766, 73, 827, 79]
- advert-title: CHOICE GIFTS AND USEFUL PRESENTS.: [888, 873, 1092, 899]
- advert-text: HUNDREDS OF ARTICLES USUALLY 5s 11d TO 40s, NOW ALL ONE PRICE, 4s 11d EACH. WE DO NOT CARRY GOODS OVER FROM YEAR TO YEAR. OUR STOCK MUST BE CLEANED UP—ROOM MUST BE MADE FOR HEAVY SUMMER STOCKS NOW ON THE WAY.: [879, 154, 1101, 212]
- column-dominion-items: [374, 24, 492, 1745]
- advert-name: WILD AND BASSETT,: [900, 1295, 1080, 1313]
- advert-text: WE OFFER YOU A GREAT BUYING ADVANTAGE—MAKE THIS 4s 11d SALE YOUR SAVINGS BANK.: [879, 224, 1101, 242]
- advert-line: HOKITIKA AND GREYMOUTH.: [907, 304, 1073, 315]
